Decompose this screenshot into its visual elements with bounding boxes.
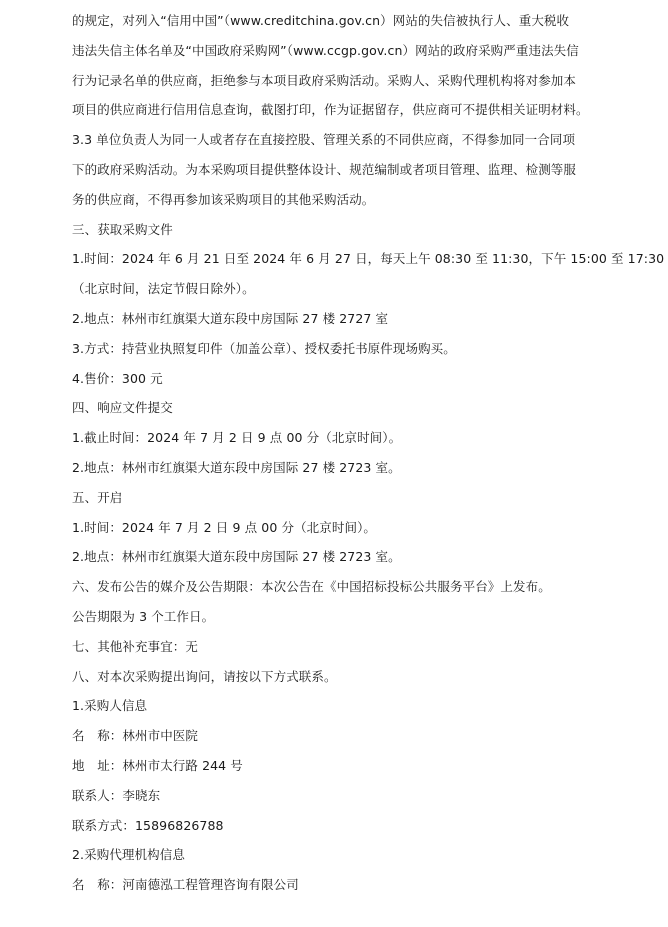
paragraph-line-7: 务的供应商，不得再参加该采购项目的其他采购活动。 (72, 191, 375, 207)
section-heading-publication-media: 六、发布公告的媒介及公告期限：本次公告在《中国招标投标公共服务平台》上发布。 (72, 579, 551, 595)
purchaser-phone: 联系方式：15896826788 (72, 817, 224, 833)
paragraph-line-6: 下的政府采购活动。为本采购项目提供整体设计、规范编制或者项目管理、监理、检测等服 (72, 161, 577, 177)
purchaser-name: 名 称：林州市中医院 (72, 728, 199, 744)
obtain-time-line-1: 1.时间：2024 年 6 月 21 日至 2024 年 6 月 27 日，每天上午 08:30 至 11:30，下午 15:00 至 17:30 (72, 251, 665, 267)
obtain-location: 2.地点：林州市红旗渠大道东段中房国际 27 楼 2727 室 (72, 310, 389, 326)
paragraph-line-4: 项目的供应商进行信用信息查询，截图打印，作为证据留存，供应商可不提供相关证明材料。 (72, 102, 589, 118)
paragraph-line-5: 3.3 单位负责人为同一人或者存在直接控股、管理关系的不同供应商，不得参加同一合同项 (72, 132, 576, 148)
submission-location: 2.地点：林州市红旗渠大道东段中房国际 27 楼 2723 室。 (72, 459, 401, 475)
obtain-time-line-2: （北京时间，法定节假日除外）。 (72, 281, 255, 297)
agency-info-heading: 2.采购代理机构信息 (72, 847, 185, 863)
paragraph-line-2: 违法失信主体名单及“中国政府采购网”（www.ccgp.gov.cn）网站的政府采购严重违法失信 (72, 42, 579, 58)
purchaser-address: 地 址：林州市太行路 244 号 (72, 757, 243, 773)
submission-deadline: 1.截止时间：2024 年 7 月 2 日 9 点 00 分（北京时间）。 (72, 430, 402, 446)
section-heading-obtain-documents: 三、获取采购文件 (72, 221, 173, 237)
purchaser-info-heading: 1.采购人信息 (72, 698, 148, 714)
section-heading-contact: 八、对本次采购提出询问，请按以下方式联系。 (72, 668, 337, 684)
purchaser-contact-person: 联系人：李晓东 (72, 787, 161, 803)
publication-period: 公告期限为 3 个工作日。 (72, 608, 215, 624)
obtain-method: 3.方式：持营业执照复印件（加盖公章）、授权委托书原件现场购买。 (72, 340, 456, 356)
opening-location: 2.地点：林州市红旗渠大道东段中房国际 27 楼 2723 室。 (72, 549, 401, 565)
section-heading-opening: 五、开启 (72, 489, 123, 505)
opening-time: 1.时间：2024 年 7 月 2 日 9 点 00 分（北京时间）。 (72, 519, 377, 535)
paragraph-line-3: 行为记录名单的供应商，拒绝参与本项目政府采购活动。采购人、采购代理机构将对参加本 (72, 72, 577, 88)
paragraph-line-1: 的规定，对列入“信用中国”（www.creditchina.gov.cn）网站的失信被执行人、重大税收 (72, 13, 570, 28)
section-heading-submission: 四、响应文件提交 (72, 400, 173, 416)
agency-name: 名 称：河南德泓工程管理咨询有限公司 (72, 877, 299, 893)
obtain-price: 4.售价：300 元 (72, 370, 163, 386)
section-heading-other-matters: 七、其他补充事宜：无 (72, 638, 199, 654)
